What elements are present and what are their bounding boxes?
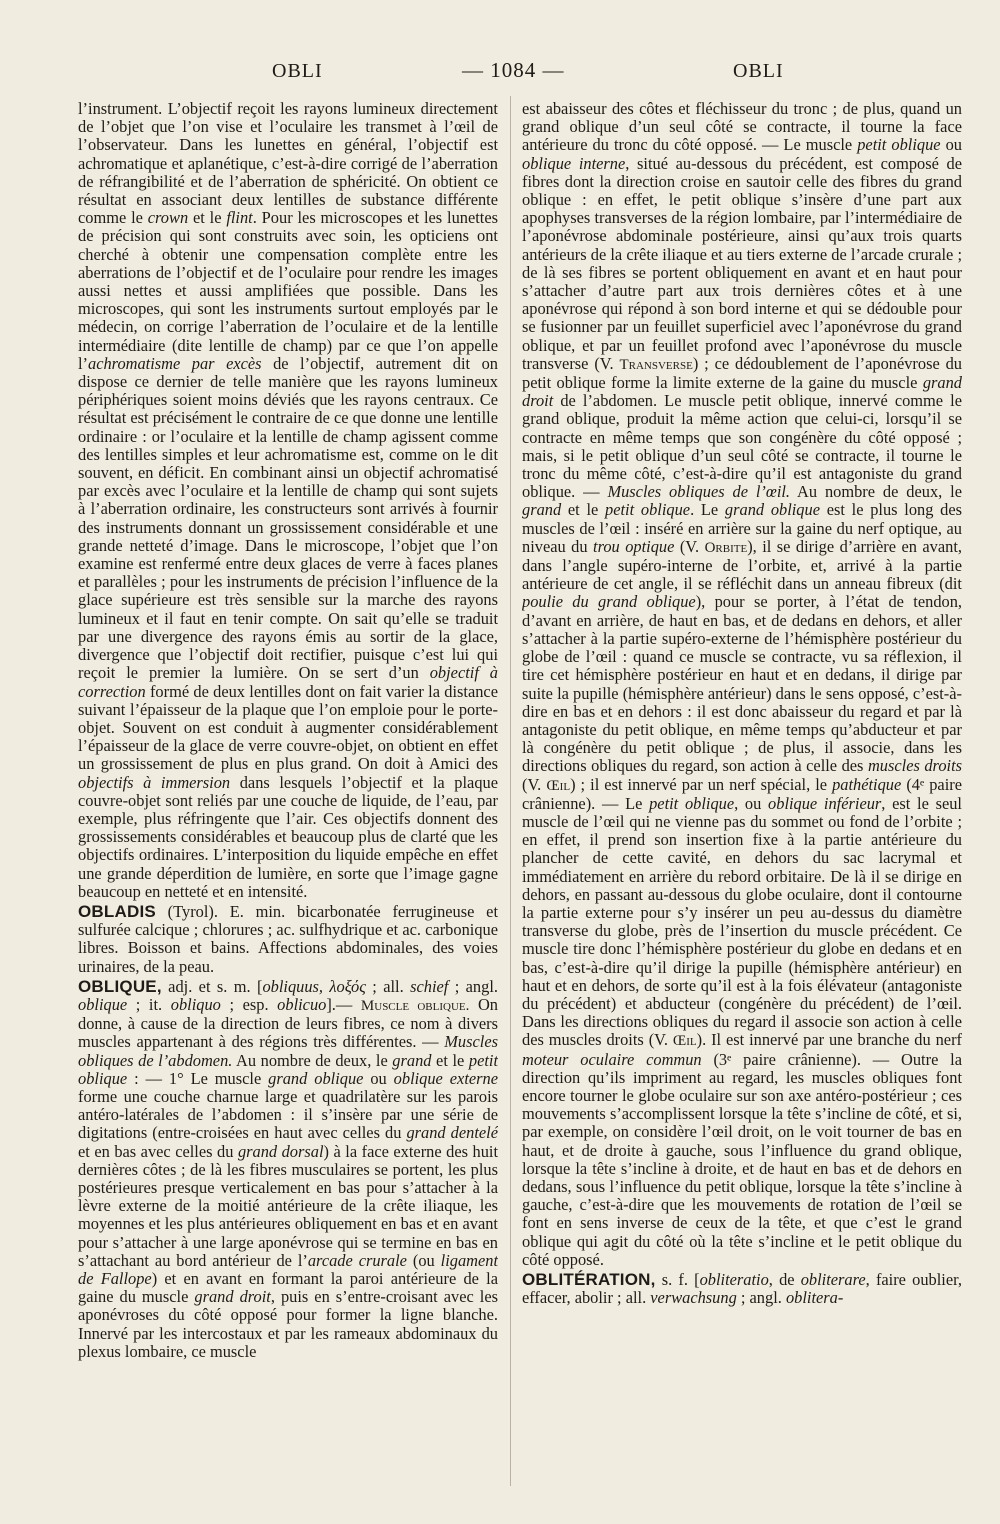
term-achromatisme: achromatisme par excès <box>88 353 262 373</box>
instrument-continuation-paragraph: l’instrument. L’objectif reçoit les rayons lumineux directement de l’objet que l’on vise et l’oculaire les transmet à l’œil de l’observateur. Dans les lunettes en général, l’objectif est achromatique et aplanétique, c’est-à-dire corrigé de l’aberration de réfrangibilité et de l’aberration de sphéricité. On obtient ce résultat en associant deux lentilles de substance différente comme le crown et le flint. Pour les microscopes et les lunettes de précision qui sont construits avec soin, les opticiens ont cherché à obtenir une compensation complète entre les aberrations de l’objectif et de l’oculaire pour rendre les images aussi nettes et aussi amplifiées que possible. Dans les microscopes, qui sont les instruments surtout employés par le médecin, on corrige l’aberration de l’oculaire et de la lentille intermédiaire (dite lentille de champ) par ce que l’on appelle l’achromatisme par excès de l’objectif, autrement dit on dispose ce dernier de telle manière que les rayons lumineux périphériques soient moins déviés que les rayons centraux. Ce résultat est précisément le contraire de ce que donne une lentille ordinaire : or l’oculaire et la lentille de champ agissent comme des lentilles simples et leur achromatisme est, comme on le dit souvent, en déficit. En combinant ainsi un objectif achromatisé par excès avec l’oculaire et la lentille de champ qui sont sujets à l’aberration ordinaire, les constructeurs sont arrivés à fournir des instruments donnant un grossissement considérable et une grande netteté d’image. Dans le microscope, l’objet que l’on examine est renfermé entre deux glaces de verre à faces planes et parallèles ; pour les instruments de précision l’influence de la glace supérieure est très sensible sur la marche des rayons lumineux et il faut en tenir compte. On sait qu’elle se traduit par une divergence des rayons émis au sortir de la glace, divergence que l’objectif doit rectifier, puisque c’est lui qui reçoit le premier la lumière. On se sert d’un objectif à correction formé de deux lentilles dont on fait varier la distance suivant l’épaisseur de la plaque que l’on emploie pour le porte-objet. Souvent on est conduit à augmenter considérablement l’épaisseur de la glace de verre couvre-objet, on obtient en effet un grossissement de plus en plus grand. On doit à Amici des objectifs à immersion dans lesquels l’objectif et la plaque couvre-objet sont reliés par une couche de liquide, de l’eau, par exemple, plus réfringente que l’air. Ces objectifs donnent des grossissements considérables et beaucoup plus de clarté que les objectifs ordinaires. L’interposition du liquide empêche en effet une grande déperdition de lumière, en sorte que l’image gagne beaucoup en netteté et en intensité. <box>78 100 498 901</box>
column-divider <box>510 96 511 1486</box>
oblique-continuation-paragraph: est abaisseur des côtes et fléchisseur du tronc ; de plus, quand un grand oblique d’un seul côté se contracte, il tourne la face antérieure du tronc du côté opposé. — Le muscle petit oblique ou oblique interne, situé au-dessous du précédent, est composé de fibres dont la direction croise en sautoir celle des fibres du grand oblique : en effet, le petit oblique s’insère d’une part aux apophyses transverses de la région lombaire, par l’intermédiaire de l’aponévrose abdominale postérieure, ainsi qu’aux trois quarts antérieurs de la crête iliaque et au tiers externe de l’arcade crurale ; de là ses fibres se portent obliquement en avant et en haut pour s’attacher d’autre part aux trois dernières côtes et à une aponévrose qui répond à son bord interne et qui se dédouble pour se fusionner par un feuillet superficiel avec l’aponévrose du grand oblique, et par un feuillet profond avec l’aponévrose du muscle transverse (V. Transverse) ; ce dédoublement de l’aponévrose du petit oblique forme la limite externe de la gaine du muscle grand droit de l’abdomen. Le muscle petit oblique, innervé comme le grand oblique, produit la même action que celui-ci, lorsqu’il se contracte en même temps que son congénère du côté opposé ; mais, si le petit oblique d’un seul côté se contracte, il tourne le tronc du même côté, c’est-à-dire qu’il est antagoniste du grand oblique. — Muscles obliques de l’œil. Au nombre de deux, le grand et le petit oblique. Le grand oblique est le plus long des muscles de l’œil : inséré en arrière sur la gaine du nerf optique, au niveau du trou optique (V. Orbite), il se dirige d’arrière en avant, dans l’angle supéro-interne de l’orbite, et, arrivé à la partie antérieure de cet angle, il se réfléchit dans un anneau fibreux (dit poulie du grand oblique), pour se porter, à l’état de tendon, d’avant en arrière, de haut en bas, et de dedans en dehors, et aller s’attacher à la partie supéro-externe de l’hémisphère postérieur du globe de l’œil : quand ce muscle se contracte, vu sa réflexion, il tire cet hémisphère postérieur en haut et en dedans, il dirige par suite la pupille (hémisphère antérieur) dans le sens opposé, c’est-à-dire en bas et en dehors : il est donc abaisseur du regard et par là antagoniste du petit oblique, en même temps qu’abducteur et par là congénère du petit oblique ; de plus, il associe, dans les directions obliques du regard, son action à celle des muscles droits (V. Œil) ; il est innervé par un nerf spécial, le pathétique (4ᵉ paire crânienne). — Le petit oblique, ou oblique inférieur, est le seul muscle de l’œil qui ne vienne pas du sommet ou fond de l’orbite ; en effet, il prend son insertion fixe à la partie antérieure du plancher de cette cavité, en dehors du sac lacrymal et immédiatement en arrière du rebord orbitaire. De là il se dirige en dehors, en passant au-dessous du globe oculaire, dont il contourne la partie externe pour s’y insérer un peu au-dessus du diamètre transverse du globe, près de l’insertion du muscle précédent. Ce muscle tire donc l’hémisphère postérieur du globe en dedans et en bas, c’est-à-dire qu’il dirige la pupille (hémisphère antérieur) en haut et en dehors, de sorte qu’il est à la fois élévateur (antagoniste du précédent) et abducteur (congénère du précédent) de l’œil. Dans les directions obliques du regard il associe son action à celle des muscles droits (V. Œil). Il est innervé par une branche du nerf moteur oculaire commun (3ᵉ paire crânienne). — Outre la direction qu’ils impriment au regard, les muscles obliques font encore tourner le globe oculaire sur son axe antéro-postérieur ; ces mouvements s’accomplissent lorsque la tête s’incline de côté, et si, par exemple, on considère l’œil droit, on le voit tourner de bas en haut, et de droite à gauche, sous l’influence du grand oblique, lorsque la tête s’incline à droite, et de haut en bas et de dehors en dedans, sous l’influence du petit oblique, lorsque la tête s’incline à gauche, c’est-à-dire que les mouvements de rotation de l’œil se font en sens inverse de ceux de la tête, et que c’est le grand oblique qui agit du côté où la tête s’incline et le petit oblique du côté opposé. <box>522 100 962 1269</box>
term-objectifs-immersion: objectifs à immersion <box>78 772 231 792</box>
left-column <box>78 100 498 1430</box>
subhead-muscles-obliques-abdomen: Muscles obliques de l’abdomen. <box>78 1032 498 1070</box>
headword-obliteration: OBLITÉRATION, <box>522 1270 656 1289</box>
entry-oblique: OBLIQUE, adj. et s. m. [obliquus, λοξός ; all. schief ; angl. oblique ; it. obliquo ; esp. oblicuo].— Muscle oblique. On donne, à cause de la direction de leurs fibres, ce nom à divers muscles appartenant à des régions très différentes. — Muscles obliques de l’abdomen. Au nombre de deux, le grand et le petit oblique : — 1° Le muscle grand oblique ou oblique externe forme une couche charnue large et quadrilatère sur les parois antéro-latérales de l’abdomen : il s’insère par une série de digitations (entre-croisées en haut avec celles du grand dentelé et en bas avec celles du grand dorsal) à la face externe des huit dernières côtes ; de là les fibres musculaires se portent, les plus postérieures presque verticalement en bas pour s’attacher à la lèvre externe de la moitié antérieure de la crête iliaque, les moyennes et les plus antérieures obliquement en bas et en avant pour s’attacher à une large aponévrose qui se termine en bas en s’attachant au bord antérieur de l’arcade crurale (ou ligament de Fallope) et en avant en formant la paroi antérieure de la gaine du muscle grand droit, puis en s’entre-croisant avec les aponévroses du côté opposé pour former la ligne blanche. Innervé par les intercostaux et par les rameaux abdominaux du plexus lombaire, ce muscle <box>78 976 498 1361</box>
running-header <box>0 58 1000 92</box>
right-column <box>522 100 962 1470</box>
page-number: — 1084 — <box>462 58 565 82</box>
subhead-muscles-obliques-oeil: Muscles obliques de l’œil. <box>607 482 791 502</box>
term-crown: crown <box>147 208 189 228</box>
headword-oblique: OBLIQUE, <box>78 976 162 996</box>
entry-obliteration: OBLITÉRATION, s. f. [obliteratio, de obliterare, faire oublier, effacer, abolir ; all. verwachsung ; angl. oblitera- <box>522 1270 962 1308</box>
header-left-guideword: OBLI <box>272 60 323 82</box>
term-objectif-correction: objectif à correction <box>78 663 498 701</box>
entry-obladis: OBLADIS (Tyrol). E. min. bicarbonatée ferrugineuse et sulfurée calcique ; chlorures ; ac. sulfhydrique et ac. carbonique libres. Boisson et bains. Affections abdominales, des voies urinaires, de la peau. <box>78 901 498 976</box>
term-flint: flint <box>226 208 253 228</box>
headword-obladis: OBLADIS <box>78 901 156 921</box>
header-right-guideword: OBLI <box>733 60 784 82</box>
